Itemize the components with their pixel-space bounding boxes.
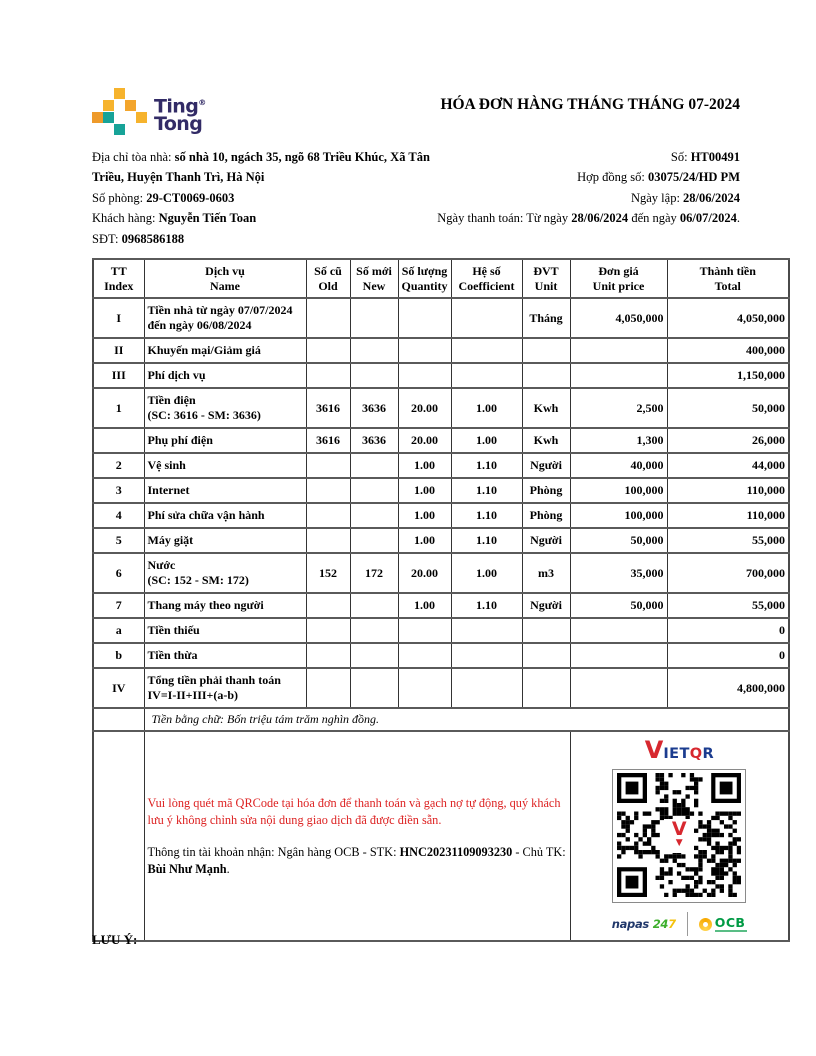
cell-name: Tiền điện (SC: 3616 - SM: 3636) [144, 388, 306, 428]
column-header: TT Index [93, 259, 144, 298]
cell-name: Vệ sinh [144, 453, 306, 478]
table-row [93, 668, 789, 708]
qr-warning-text: Vui lòng quét mã QRCode tại hóa đơn để thanh toán và gạch nợ tự động, quý khách lưu ý không chỉnh sửa nội dung giao dịch đã được điền sẵn. [147, 795, 561, 827]
cell-total: 700,000 [667, 553, 789, 593]
cell-qty [398, 643, 451, 668]
cell-unit: Tháng [522, 298, 570, 338]
room-number: Số phòng: 29-CT0069-0603 [92, 190, 235, 205]
table-row [93, 553, 789, 593]
cell-total: 110,000 [667, 503, 789, 528]
cell-price: 100,000 [570, 503, 667, 528]
cell-price [570, 643, 667, 668]
napas-logo: napas 247 [611, 916, 676, 931]
cell-qty: 20.00 [398, 388, 451, 428]
table-row [93, 593, 789, 618]
payment-period: Ngày thanh toán: Từ ngày 28/06/2024 đến ngày 06/07/2024. [437, 211, 740, 226]
customer-phone: SĐT: 0968586188 [92, 231, 185, 246]
cell-name: Khuyến mại/Giảm giá [144, 338, 306, 363]
cell-unit [522, 618, 570, 643]
cell-name: Tiền nhà từ ngày 07/07/2024 đến ngày 06/08/2024 [144, 298, 306, 338]
cell-unit: Người [522, 593, 570, 618]
cell-new [350, 338, 398, 363]
cell-unit: Kwh [522, 428, 570, 453]
column-header: Dịch vụ Name [144, 259, 306, 298]
cell-unit [522, 338, 570, 363]
qr-panel [570, 731, 789, 941]
cell-price: 100,000 [570, 478, 667, 503]
cell-new [350, 478, 398, 503]
cell-tt: 4 [93, 503, 144, 528]
cell-tt [93, 708, 144, 731]
cell-qty: 1.00 [398, 503, 451, 528]
cell-total: 4,050,000 [667, 298, 789, 338]
cell-new [350, 528, 398, 553]
cell-unit [522, 643, 570, 668]
cell-unit: Phòng [522, 478, 570, 503]
cell-old [306, 363, 350, 388]
cell-tt: 7 [93, 593, 144, 618]
cell-tt [93, 731, 144, 941]
contract-number: Hợp đồng số: 03075/24/HD PM [577, 170, 740, 185]
payment-instructions [144, 731, 570, 941]
cell-price: 50,000 [570, 528, 667, 553]
cell-old [306, 528, 350, 553]
qr-center-v-icon: V ▼ [664, 819, 694, 853]
cell-old [306, 618, 350, 643]
cell-old [306, 453, 350, 478]
cell-total: 50,000 [667, 388, 789, 428]
cell-coef [451, 668, 522, 708]
vietqr-logo: VIETQR [644, 736, 714, 764]
cell-unit: Phòng [522, 503, 570, 528]
tingtong-logo [92, 88, 206, 136]
cell-total: 55,000 [667, 528, 789, 553]
cell-total: 0 [667, 643, 789, 668]
column-header: Số lượng Quantity [398, 259, 451, 298]
cell-total: 110,000 [667, 478, 789, 503]
invoice-meta [396, 147, 740, 229]
cell-total: 1,150,000 [667, 363, 789, 388]
cell-total: 4,800,000 [667, 668, 789, 708]
cell-new [350, 363, 398, 388]
cell-tt: b [93, 643, 144, 668]
cell-price [570, 363, 667, 388]
logo-divider [687, 912, 688, 936]
table-row [93, 338, 789, 363]
cell-qty: 20.00 [398, 428, 451, 453]
cell-name: Tiền thiếu [144, 618, 306, 643]
cell-qty: 1.00 [398, 528, 451, 553]
cell-old [306, 503, 350, 528]
amount-in-words-row [93, 708, 789, 731]
cell-tt: 3 [93, 478, 144, 503]
cell-total: 44,000 [667, 453, 789, 478]
cell-unit [522, 363, 570, 388]
cell-new: 172 [350, 553, 398, 593]
ocb-logo: OCB [699, 916, 747, 932]
cell-old [306, 668, 350, 708]
tingtong-logo-text: Ting® Tong [154, 95, 206, 136]
cell-price: 40,000 [570, 453, 667, 478]
table-header-row [93, 259, 789, 298]
cell-coef [451, 363, 522, 388]
cell-tt: III [93, 363, 144, 388]
column-header: Số cũ Old [306, 259, 350, 298]
cell-name: Tiền thừa [144, 643, 306, 668]
cell-name: Thang máy theo người [144, 593, 306, 618]
cell-tt: 1 [93, 388, 144, 428]
cell-tt: 6 [93, 553, 144, 593]
invoice-title: HÓA ĐƠN HÀNG THÁNG THÁNG 07-2024 [440, 96, 740, 113]
cell-total: 400,000 [667, 338, 789, 363]
ocb-circle-icon [699, 918, 712, 931]
cell-new [350, 298, 398, 338]
cell-name: Phí dịch vụ [144, 363, 306, 388]
cell-coef: 1.00 [451, 553, 522, 593]
invoice-number: Số: HT00491 [670, 150, 740, 164]
cell-tt: II [93, 338, 144, 363]
cell-qty [398, 338, 451, 363]
column-header: Đơn giá Unit price [570, 259, 667, 298]
cell-qty [398, 298, 451, 338]
table-row [93, 503, 789, 528]
customer-name: Khách hàng: Nguyễn Tiến Toan [92, 211, 257, 226]
cell-coef [451, 618, 522, 643]
tingtong-logo-icon [92, 88, 148, 136]
column-header: ĐVT Unit [522, 259, 570, 298]
cell-price [570, 618, 667, 643]
cell-coef: 1.10 [451, 478, 522, 503]
cell-total: 26,000 [667, 428, 789, 453]
cell-qty: 1.00 [398, 593, 451, 618]
cell-total: 55,000 [667, 593, 789, 618]
cell-coef [451, 643, 522, 668]
cell-tt: I [93, 298, 144, 338]
cell-price [570, 338, 667, 363]
cell-tt [93, 428, 144, 453]
cell-name: Phụ phí điện [144, 428, 306, 453]
cell-unit: Người [522, 453, 570, 478]
footer-note: LƯU Ý: [92, 932, 138, 947]
cell-new: 3636 [350, 428, 398, 453]
ocb-tagline [715, 930, 747, 932]
cell-tt: 2 [93, 453, 144, 478]
cell-old [306, 298, 350, 338]
table-row [93, 453, 789, 478]
payment-row [93, 731, 789, 941]
cell-price: 50,000 [570, 593, 667, 618]
cell-coef: 1.00 [451, 428, 522, 453]
cell-coef [451, 338, 522, 363]
table-row [93, 388, 789, 428]
table-row [93, 298, 789, 338]
table-row [93, 528, 789, 553]
table-row [93, 643, 789, 668]
cell-old [306, 643, 350, 668]
account-info: Thông tin tài khoản nhận: Ngân hàng OCB - STK: HNC20231109093230 - Chủ TK: Bùi Như Mạnh. [147, 844, 566, 876]
cell-new [350, 593, 398, 618]
cell-qty [398, 363, 451, 388]
cell-coef: 1.10 [451, 453, 522, 478]
cell-new [350, 503, 398, 528]
cell-qty [398, 668, 451, 708]
cell-qty: 1.00 [398, 453, 451, 478]
table-row [93, 428, 789, 453]
cell-new [350, 643, 398, 668]
cell-name: Internet [144, 478, 306, 503]
cell-price: 2,500 [570, 388, 667, 428]
cell-name: Tổng tiền phải thanh toán IV=I-II+III+(a-b) [144, 668, 306, 708]
cell-total: 0 [667, 618, 789, 643]
cell-qty: 20.00 [398, 553, 451, 593]
cell-price: 35,000 [570, 553, 667, 593]
cell-old: 3616 [306, 428, 350, 453]
table-row [93, 478, 789, 503]
cell-name: Nước (SC: 152 - SM: 172) [144, 553, 306, 593]
cell-coef: 1.10 [451, 528, 522, 553]
cell-new: 3636 [350, 388, 398, 428]
cell-qty [398, 618, 451, 643]
issue-date: Ngày lập: 28/06/2024 [630, 190, 740, 205]
cell-old: 3616 [306, 388, 350, 428]
cell-name: Máy giặt [144, 528, 306, 553]
cell-price [570, 668, 667, 708]
qr-code [612, 769, 746, 903]
cell-tt: IV [93, 668, 144, 708]
cell-coef [451, 298, 522, 338]
cell-price: 1,300 [570, 428, 667, 453]
cell-unit: Kwh [522, 388, 570, 428]
table-row [93, 363, 789, 388]
cell-old [306, 478, 350, 503]
cell-price: 4,050,000 [570, 298, 667, 338]
column-header: Hệ số Coefficient [451, 259, 522, 298]
cell-new [350, 453, 398, 478]
column-header: Số mới New [350, 259, 398, 298]
cell-tt: 5 [93, 528, 144, 553]
cell-unit [522, 668, 570, 708]
cell-old: 152 [306, 553, 350, 593]
cell-new [350, 668, 398, 708]
cell-new [350, 618, 398, 643]
cell-name: Phí sửa chữa vận hành [144, 503, 306, 528]
cell-old [306, 338, 350, 363]
amount-in-words: Tiền bằng chữ: Bốn triệu tám trăm nghìn đồng. [144, 708, 789, 731]
cell-coef: 1.10 [451, 503, 522, 528]
bank-logos [574, 912, 786, 936]
table-row [93, 618, 789, 643]
cell-old [306, 593, 350, 618]
cell-unit: Người [522, 528, 570, 553]
building-address: Địa chỉ tòa nhà: số nhà 10, ngách 35, ngõ 68 Triều Khúc, Xã Tân Triều, Huyện Thanh Trì, Hà Nội [92, 150, 430, 185]
column-header: Thành tiền Total [667, 259, 789, 298]
cell-tt: a [93, 618, 144, 643]
cell-coef: 1.00 [451, 388, 522, 428]
cell-qty: 1.00 [398, 478, 451, 503]
cell-coef: 1.10 [451, 593, 522, 618]
cell-unit: m3 [522, 553, 570, 593]
invoice-table [92, 258, 790, 942]
